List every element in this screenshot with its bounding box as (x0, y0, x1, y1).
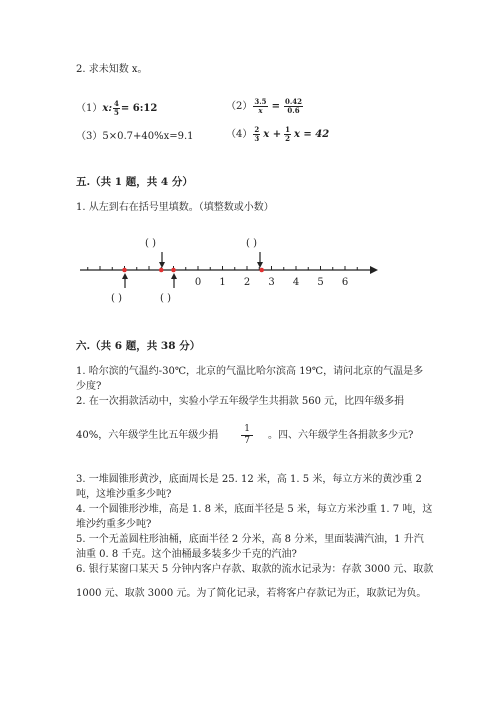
down-arrow-head-icon (159, 262, 165, 268)
marked-point (171, 268, 176, 273)
question-text: 少度? (76, 381, 102, 392)
arrow-right-icon (370, 266, 378, 274)
fraction-denominator: 0.6 (287, 106, 300, 115)
fraction (241, 424, 253, 447)
up-arrow-head-icon (171, 273, 177, 279)
marked-point (159, 268, 164, 273)
fraction-numerator: 1 (285, 125, 290, 134)
question-text-part: 40%，六年级学生比五年级少捐 (76, 430, 219, 441)
fraction-denominator: 7 (244, 436, 250, 446)
question-text: 3. 一堆圆锥形黄沙，底面周长是 25. 12 米，高 1. 5 米，每立方米的黄沙重 2 (76, 474, 422, 485)
section-heading: 六.（共 6 题，共 38 分） (76, 340, 201, 352)
question-text-part: 。四、六年级学生各捐款多少元? (267, 430, 414, 441)
fraction-numerator: 1 (241, 424, 253, 436)
fraction-numerator: 3.5 (254, 97, 267, 106)
tick-label: 1 (219, 277, 226, 288)
question-text: 6. 银行某窗口某天 5 分钟内客户存款、取款的流水记录为：存款 3000 元、取款 (76, 564, 434, 575)
question-text: 吨，这堆沙重多少吨? (76, 489, 172, 500)
question-text: 5. 一个无盖圆柱形油桶，底面半径 2 分米，高 8 分米，里面装满汽油，1 升汽 (76, 534, 424, 545)
question-text (76, 424, 413, 447)
question-text: 1000 元、取款 3000 元。为了简化记录，若将客户存款记为正，取款记为负。 (76, 588, 427, 599)
equation-label: （2） (226, 101, 253, 112)
answer-blank: ( ) (145, 238, 156, 249)
equation-variable: x: (102, 103, 113, 114)
equation-rest: = 6:12 (120, 103, 158, 114)
question-text: 4. 一个圆锥形沙堆，高是 1. 8 米，底面半径是 5 米，每立方米沙重 1. 7 吨，这 (76, 504, 433, 515)
fraction-numerator: 4 (114, 99, 119, 108)
fraction-denominator: 2 (285, 134, 290, 143)
equation-label: （4） (226, 129, 253, 140)
equation-rest: x = 42 (293, 129, 330, 140)
section-heading: 五.（共 1 题，共 4 分） (76, 176, 193, 188)
tick-label: 4 (292, 277, 300, 288)
fraction-numerator: 0.42 (284, 97, 303, 106)
question-text: 油重 0. 8 千克。这个油桶最多装多少千克的汽油? (76, 549, 297, 560)
up-arrow-head-icon (122, 273, 128, 279)
tick-label: 5 (317, 277, 324, 288)
fraction-denominator: 5 (114, 108, 119, 117)
equation-label: （1） (76, 103, 103, 114)
answer-blank: ( ) (246, 238, 257, 249)
tick-label: 2 (243, 277, 251, 288)
question-title: 2. 求未知数 x。 (76, 64, 148, 75)
marked-point (259, 268, 264, 273)
equation-label: （3） (76, 131, 103, 142)
fraction-numerator: 2 (254, 125, 260, 134)
answer-blank: ( ) (111, 293, 122, 304)
answer-blank: ( ) (160, 293, 171, 304)
question-text: 堆沙约重多少吨? (76, 519, 152, 530)
tick-label: 6 (341, 277, 349, 288)
tick-label: 0 (194, 277, 202, 288)
fraction-denominator: 3 (254, 134, 260, 143)
fraction-denominator: x (258, 106, 263, 115)
tick-label: 3 (268, 277, 275, 288)
number-line-labels (195, 277, 348, 288)
marked-point (122, 268, 127, 273)
question-text: 1. 哈尔滨的气温约-30℃，北京的气温比哈尔滨高 19℃，请问北京的气温是多 (76, 366, 424, 377)
question-text: 1. 从左到右在括号里填数。（填整数或小数） (76, 202, 274, 213)
equals-sign: = (271, 101, 280, 112)
equation-text: 5×0.7+40%x=9.1 (102, 131, 194, 142)
down-arrow-head-icon (257, 262, 263, 268)
question-text: 2. 在一次捐款活动中，实验小学五年级学生共捐款 560 元，比四年级多捐 (76, 396, 405, 407)
equation-middle: x + (263, 129, 282, 140)
